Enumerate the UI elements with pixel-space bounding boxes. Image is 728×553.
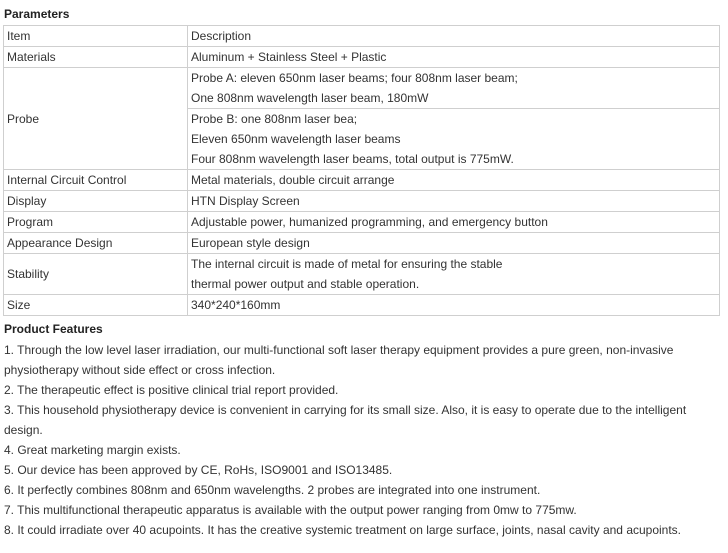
table-header-row xyxy=(4,26,720,47)
description-line: Probe B: one 808nm laser bea; xyxy=(188,108,719,129)
row-description xyxy=(188,254,720,295)
list-item: 2. The therapeutic effect is positive clinical trial report provided. xyxy=(4,383,339,397)
table-row xyxy=(4,254,720,295)
list-item: 7. This multifunctional therapeutic apparatus is available with the output power ranging from 0mw to 775mw. xyxy=(4,503,577,517)
list-item: 6. It perfectly combines 808nm and 650nm wavelengths. 2 probes are integrated into one instrument. xyxy=(4,483,541,497)
list-item: 4. Great marketing margin exists. xyxy=(4,443,181,457)
row-item: Size xyxy=(4,295,188,316)
description-line: Probe A: eleven 650nm laser beams; four 808nm laser beam; xyxy=(191,71,518,85)
features-heading: Product Features xyxy=(4,322,103,336)
description-line: Four 808nm wavelength laser beams, total output is 775mW. xyxy=(191,152,514,166)
description-line: The internal circuit is made of metal for ensuring the stable xyxy=(191,257,503,271)
row-description: Aluminum + Stainless Steel + Plastic xyxy=(188,47,720,68)
list-item: 5. Our device has been approved by CE, RoHs, ISO9001 and ISO13485. xyxy=(4,463,393,477)
list-item: 1. Through the low level laser irradiation, our multi-functional soft laser therapy equipment provides a pure green, non-invasive xyxy=(4,343,674,357)
list-item: physiotherapy without side effect or cross infection. xyxy=(4,363,276,377)
description-line: Eleven 650nm wavelength laser beams xyxy=(191,132,401,146)
list-item: design. xyxy=(4,423,43,437)
parameters-heading: Parameters xyxy=(4,7,70,21)
row-description: 340*240*160mm xyxy=(188,295,720,316)
row-item: Stability xyxy=(4,254,188,295)
header-description: Description xyxy=(188,26,720,47)
features-list xyxy=(4,340,719,540)
row-item: Display xyxy=(4,191,188,212)
row-description xyxy=(188,68,720,170)
description-line: thermal power output and stable operation. xyxy=(191,277,420,291)
header-item: Item xyxy=(4,26,188,47)
row-description: Adjustable power, humanized programming, and emergency button xyxy=(188,212,720,233)
row-description: Metal materials, double circuit arrange xyxy=(188,170,720,191)
table-row xyxy=(4,47,720,68)
list-item: 8. It could irradiate over 40 acupoints. It has the creative systemic treatment on large surface, joints, nasal cavity and acupoints. xyxy=(4,523,682,537)
description-line: One 808nm wavelength laser beam, 180mW xyxy=(191,91,429,105)
parameters-table xyxy=(3,25,720,316)
table-row xyxy=(4,170,720,191)
table-row xyxy=(4,295,720,316)
row-item: Program xyxy=(4,212,188,233)
table-row xyxy=(4,212,720,233)
table-row xyxy=(4,191,720,212)
row-description: HTN Display Screen xyxy=(188,191,720,212)
row-item: Internal Circuit Control xyxy=(4,170,188,191)
row-item: Probe xyxy=(4,68,188,170)
table-row xyxy=(4,68,720,170)
row-description: European style design xyxy=(188,233,720,254)
row-item: Materials xyxy=(4,47,188,68)
row-item: Appearance Design xyxy=(4,233,188,254)
table-row xyxy=(4,233,720,254)
list-item: 3. This household physiotherapy device is convenient in carrying for its small size. Also, it is easy to operate due to the intelligent xyxy=(4,403,687,417)
